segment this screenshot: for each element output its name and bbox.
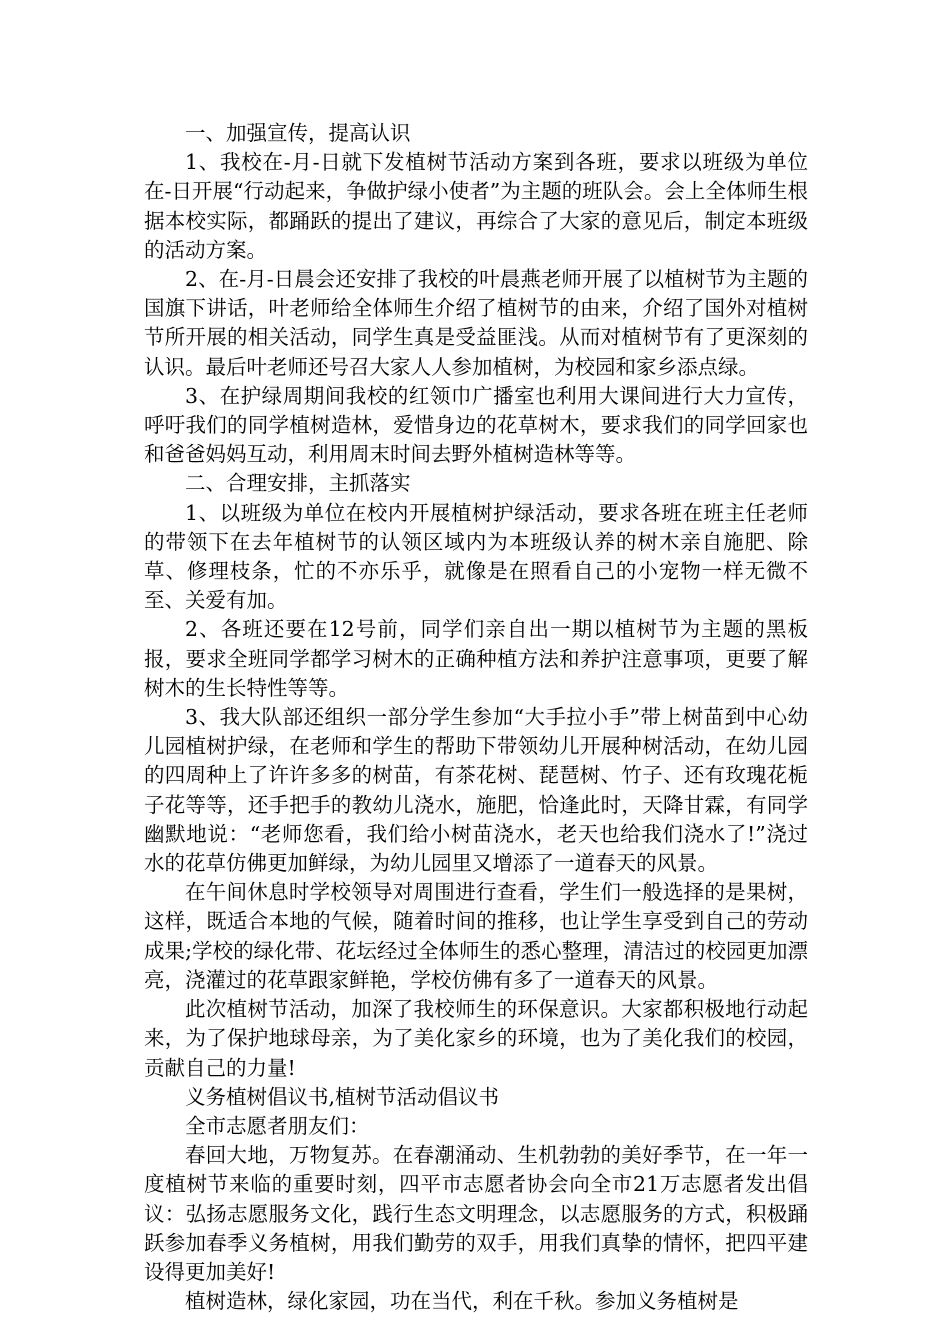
salutation: 全市志愿者朋友们： [185, 1113, 370, 1138]
section-heading-1: 一、加强宣传，提高认识 [185, 121, 411, 145]
paragraph: 此次植树节活动，加深了我校师生的环保意识。大家都积极地行动起来，为了保护地球母亲，为了美化家乡的环境，也为了美化我们的校园，贡献自己的力量! [144, 997, 808, 1080]
paragraph: 3、我大队部还组织一部分学生参加“大手拉小手”带上树苗到中心幼儿园植树护绿，在老师和学生的帮助下带领幼儿开展种树活动，在幼儿园的四周种上了许许多多的树苗，有茶花树、琵琶树、竹子、还有玫瑰花栀子花等等，还手把手的教幼儿浇水，施肥，恰逢此时，天降甘霖，有同学幽默地说：“老师您看，我们给小树苗浇水，老天也给我们浇水了!”浇过水的花草仿佛更加鲜绿，为幼儿园里又增添了一道春天的风景。 [144, 705, 808, 876]
section-heading-2: 二、合理安排，主抓落实 [185, 471, 411, 496]
paragraph: 2、各班还要在12号前，同学们亲自出一期以植树节为主题的黑板报，要求全班同学都学习树木的正确种植方法和养护注意事项，更要了解树木的生长特性等等。 [144, 617, 808, 700]
paragraph: 1、以班级为单位在校内开展植树护绿活动，要求各班在班主任老师的带领下在去年植树节的认领区域内为本班级认养的树木亲自施肥、除草、修理枝条，忙的不亦乐乎，就像是在照看自己的小宠物一样无微不至、关爱有加。 [144, 500, 808, 613]
document-body [144, 119, 808, 1316]
paragraph: 2、在-月-日晨会还安排了我校的叶晨燕老师开展了以植树节为主题的国旗下讲话，叶老师给全体师生介绍了植树节的由来，介绍了国外对植树节所开展的相关活动，同学生真是受益匪浅。从而对植树节有了更深刻的认识。最后叶老师还号召大家人人参加植树，为校园和家乡添点绿。 [144, 267, 808, 379]
paragraph: 春回大地，万物复苏。在春潮涌动、生机勃勃的美好季节，在一年一度植树节来临的重要时刻，四平市志愿者协会向全市21万志愿者发出倡议：弘扬志愿服务文化，践行生态文明理念，以志愿服务的方式，积极踊跃参加春季义务植树，用我们勤劳的双手，用我们真挚的情怀，把四平建设得更加美好! [144, 1143, 808, 1284]
paragraph: 植树造林，绿化家园，功在当代，利在千秋。参加义务植树是 [185, 1289, 739, 1314]
proposal-title: 义务植树倡议书,植树节活动倡议书 [185, 1084, 500, 1109]
paragraph: 在午间休息时学校领导对周围进行查看，学生们一般选择的是果树，这样，既适合本地的气候，随着时间的推移，也让学生享受到自己的劳动成果;学校的绿化带、花坛经过全体师生的悉心整理，清洁过的校园更加漂亮，浇灌过的花草跟家鲜艳，学校仿佛有多了一道春天的风景。 [144, 880, 808, 992]
paragraph: 3、在护绿周期间我校的红领巾广播室也利用大课间进行大力宣传，呼吁我们的同学植树造林，爱惜身边的花草树木，要求我们的同学回家也和爸爸妈妈互动，利用周末时间去野外植树造林等等。 [144, 383, 808, 467]
paragraph: 1、我校在-月-日就下发植树节活动方案到各班，要求以班级为单位在-日开展“行动起来，争做护绿小使者”为主题的班队会。会上全体师生根据本校实际，都踊跃的提出了建议，再综合了大家的意见后，制定本班级的活动方案。 [144, 150, 808, 262]
